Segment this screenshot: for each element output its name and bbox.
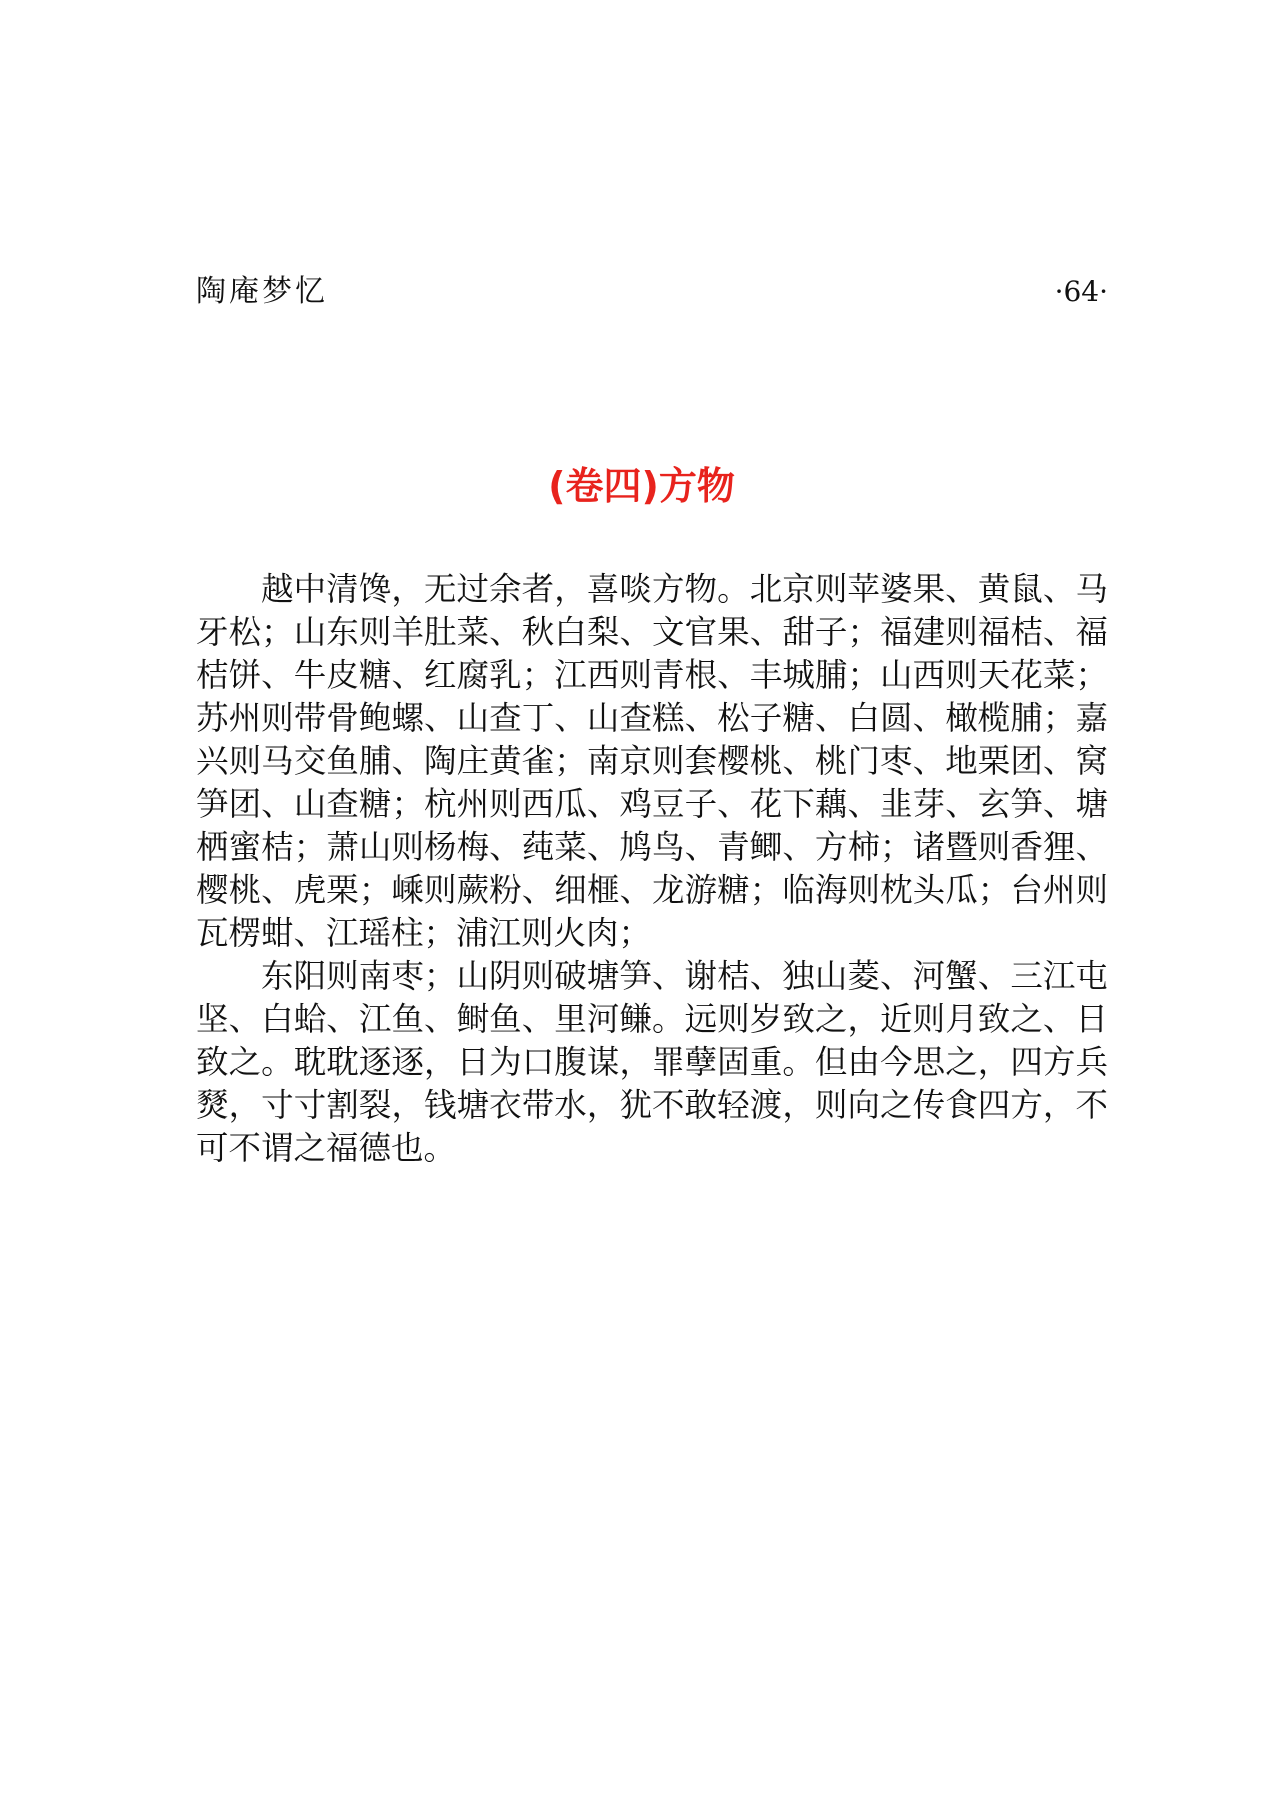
chapter-title: (卷四)方物 xyxy=(548,464,735,508)
body-text xyxy=(196,568,1108,1170)
running-head xyxy=(196,270,1108,314)
paragraph-1: 越中清馋，无过余者，喜啖方物。北京则苹婆果、黄鼠、马牙松；山东则羊肚菜、秋白梨、文官果、甜子；福建则福桔、福桔饼、牛皮糖、红腐乳；江西则青根、丰城脯；山西则天花菜；苏州则带骨鲍螺、山查丁、山查糕、松子糖、白圆、橄榄脯；嘉兴则马交鱼脯、陶庄黄雀；南京则套樱桃、桃门枣、地栗团、窝笋团、山查糖；杭州则西瓜、鸡豆子、花下藕、韭芽、玄笋、塘栖蜜桔；萧山则杨梅、莼菜、鸠鸟、青鲫、方柿；诸暨则香狸、樱桃、虎栗；嵊则蕨粉、细榧、龙游糖；临海则枕头瓜；台州则瓦楞蚶、江瑶柱；浦江则火肉； xyxy=(196,570,1108,952)
paragraph-2: 东阳则南枣；山阴则破塘笋、谢桔、独山菱、河蟹、三江屯坚、白蛤、江鱼、鲥鱼、里河鳒。远则岁致之，近则月致之、日致之。耽耽逐逐，日为口腹谋，罪孽固重。但由今思之，四方兵燹，寸寸割裂，钱塘衣带水，犹不敢轻渡，则向之传食四方，不可不谓之福德也。 xyxy=(196,957,1108,1167)
book-title: 陶庵梦忆 xyxy=(196,274,328,309)
page-number: ·64· xyxy=(1054,275,1108,308)
